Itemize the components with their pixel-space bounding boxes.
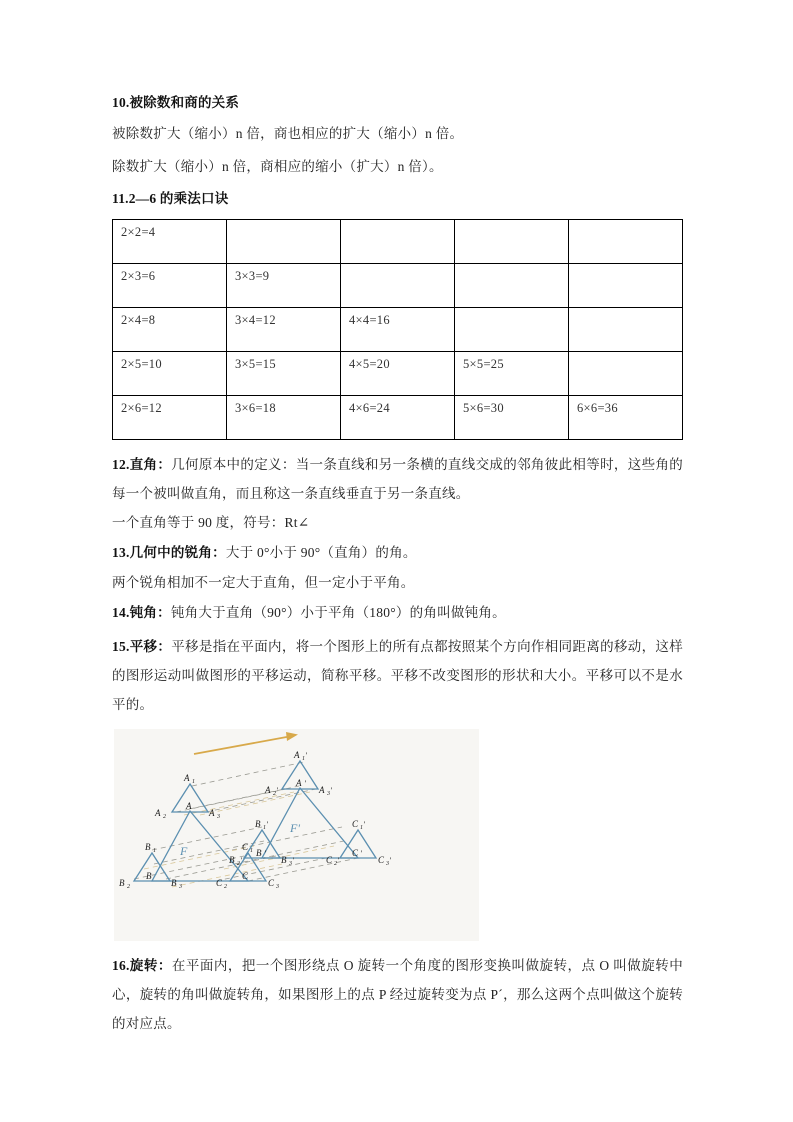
section-item-14-body: 钝角大于直角（90°）小于平角（180°）的角叫做钝角。 — [170, 605, 506, 620]
section-item-13b — [112, 572, 683, 593]
section-item-15-body: 平移是指在平面内，将一个图形上的所有点都按照某个方向作相同距离的移动，这样的图形运动叫做图形的平移运动，简称平移。平移不改变图形的形状和大小。平移可以不是水平的。 — [112, 639, 684, 712]
table-cell: 3×3=9 — [227, 264, 341, 308]
svg-text:': ' — [330, 786, 332, 795]
section-item-14-label: 14.钝角： — [112, 605, 171, 620]
table-row — [113, 220, 683, 264]
label-C2p: C — [326, 855, 333, 865]
svg-text:2: 2 — [273, 791, 276, 797]
table-cell — [569, 352, 683, 396]
svg-text:1: 1 — [302, 756, 305, 762]
svg-text:': ' — [264, 849, 266, 858]
svg-text:2: 2 — [163, 814, 166, 820]
table-cell: 3×5=15 — [227, 352, 341, 396]
table-cell — [455, 264, 569, 308]
section-item-13b-body: 两个锐角相加不一定大于直角，但一定小于平角。 — [112, 575, 415, 590]
label-A: A — [186, 801, 192, 811]
svg-text:': ' — [389, 856, 391, 865]
table-cell — [227, 220, 341, 264]
label-C2: C — [216, 878, 223, 888]
label-B2p: B — [229, 855, 235, 865]
document-content — [112, 93, 683, 1042]
label-B3: B — [171, 878, 177, 888]
label-B2: B — [119, 878, 125, 888]
svg-text:1: 1 — [263, 825, 266, 831]
svg-text:': ' — [276, 786, 278, 795]
table-cell — [455, 220, 569, 264]
section-item-16 — [112, 951, 683, 1038]
label-C1p: C — [352, 819, 359, 829]
svg-text:2: 2 — [224, 884, 227, 890]
label-C3p: C — [378, 855, 385, 865]
svg-text:3: 3 — [179, 884, 182, 890]
svg-text:1: 1 — [192, 779, 195, 785]
table-cell: 2×2=4 — [113, 220, 227, 264]
svg-text:': ' — [337, 856, 339, 865]
figure-label-F-prime: F' — [290, 821, 300, 835]
label-B: B — [146, 871, 152, 881]
svg-text:': ' — [304, 779, 306, 788]
label-B1: B — [145, 842, 151, 852]
svg-text:': ' — [240, 856, 242, 865]
table-row — [113, 308, 683, 352]
svg-text:2: 2 — [334, 861, 337, 867]
label-A1: A — [184, 773, 190, 783]
label-A3p: A — [319, 785, 325, 795]
label-C1: C — [242, 842, 249, 852]
table-cell — [569, 308, 683, 352]
table-cell: 2×3=6 — [113, 264, 227, 308]
section-heading-11: 11.2—6 的乘法口诀 — [112, 191, 229, 206]
label-A2: A — [155, 808, 161, 818]
table-cell: 5×6=30 — [455, 396, 569, 440]
svg-text:': ' — [266, 820, 268, 829]
table-row — [113, 396, 683, 440]
section-item-12-body: 几何原本中的定义：当一条直线和另一条横的直线交成的邻角彼此相等时，这些角的每一个被叫做直角，而且称这一条直线垂直于另一条直线。 — [112, 457, 684, 501]
table-cell — [341, 264, 455, 308]
table-cell: 3×6=18 — [227, 396, 341, 440]
table-cell — [341, 220, 455, 264]
section-item-15 — [112, 632, 683, 719]
svg-text:': ' — [360, 849, 362, 858]
label-C: C — [242, 871, 249, 881]
table-cell: 4×4=16 — [341, 308, 455, 352]
section-item-13-label: 13.几何中的锐角： — [112, 545, 226, 560]
table-row — [113, 352, 683, 396]
section-10-paragraph-1: 被除数扩大（缩小）n 倍，商也相应的扩大（缩小）n 倍。 — [112, 126, 464, 141]
table-cell — [569, 264, 683, 308]
figure-label-F: F — [180, 844, 188, 858]
svg-text:2: 2 — [127, 884, 130, 890]
svg-text:3: 3 — [217, 814, 220, 820]
section-item-15-label: 15.平移： — [112, 639, 172, 654]
table-cell: 6×6=36 — [569, 396, 683, 440]
svg-text:': ' — [305, 751, 307, 760]
svg-text:3: 3 — [276, 884, 279, 890]
table-row — [113, 264, 683, 308]
section-item-12b-body: 一个直角等于 90 度，符号：Rt∠ — [112, 515, 310, 530]
label-B1p: B — [255, 819, 261, 829]
section-10-paragraph-2: 除数扩大（缩小）n 倍，商相应的缩小（扩大）n 倍）。 — [112, 159, 443, 174]
svg-text:3: 3 — [289, 861, 292, 867]
label-Ap: A — [296, 778, 302, 788]
svg-text:3: 3 — [386, 861, 389, 867]
table-cell — [569, 220, 683, 264]
table-cell: 4×5=20 — [341, 352, 455, 396]
svg-text:1: 1 — [360, 825, 363, 831]
label-Cp: C — [352, 848, 359, 858]
svg-text:3: 3 — [327, 791, 330, 797]
table-cell: 5×5=25 — [455, 352, 569, 396]
table-cell: 2×5=10 — [113, 352, 227, 396]
table-cell: 2×4=8 — [113, 308, 227, 352]
table-cell: 3×4=12 — [227, 308, 341, 352]
svg-text:': ' — [363, 820, 365, 829]
section-item-12-label: 12.直角： — [112, 457, 172, 472]
svg-text:2: 2 — [237, 861, 240, 867]
label-Bp: B — [256, 848, 262, 858]
section-item-16-body: 在平面内，把一个图形绕点 O 旋转一个角度的图形变换叫做旋转，点 O 叫做旋转中心，旋转的角叫做旋转角，如果图形上的点 P 经过旋转变为点 P´，那么这两个点叫做这个旋转的对应点。 — [112, 958, 684, 1031]
table-cell — [455, 308, 569, 352]
section-item-13-body: 大于 0°小于 90°（直角）的角。 — [225, 545, 417, 560]
table-cell: 2×6=12 — [113, 396, 227, 440]
label-A3: A — [209, 808, 215, 818]
label-C3: C — [268, 878, 275, 888]
table-cell: 4×6=24 — [341, 396, 455, 440]
section-item-16-label: 16.旋转： — [112, 958, 172, 973]
section-item-12b — [112, 512, 683, 533]
svg-text:1: 1 — [250, 848, 253, 854]
label-B3p: B — [281, 855, 287, 865]
multiplication-table — [112, 219, 683, 440]
figure-background — [114, 729, 479, 941]
translation-diagram-svg — [114, 729, 479, 941]
section-item-13 — [112, 542, 683, 563]
label-A2p: A — [265, 785, 271, 795]
section-item-14 — [112, 602, 683, 623]
svg-text:1: 1 — [153, 848, 156, 854]
translation-figure — [114, 729, 479, 941]
svg-text:': ' — [292, 856, 294, 865]
section-heading-10: 10.被除数和商的关系 — [112, 95, 240, 110]
label-A1p: A — [294, 750, 300, 760]
section-item-12 — [112, 450, 683, 508]
